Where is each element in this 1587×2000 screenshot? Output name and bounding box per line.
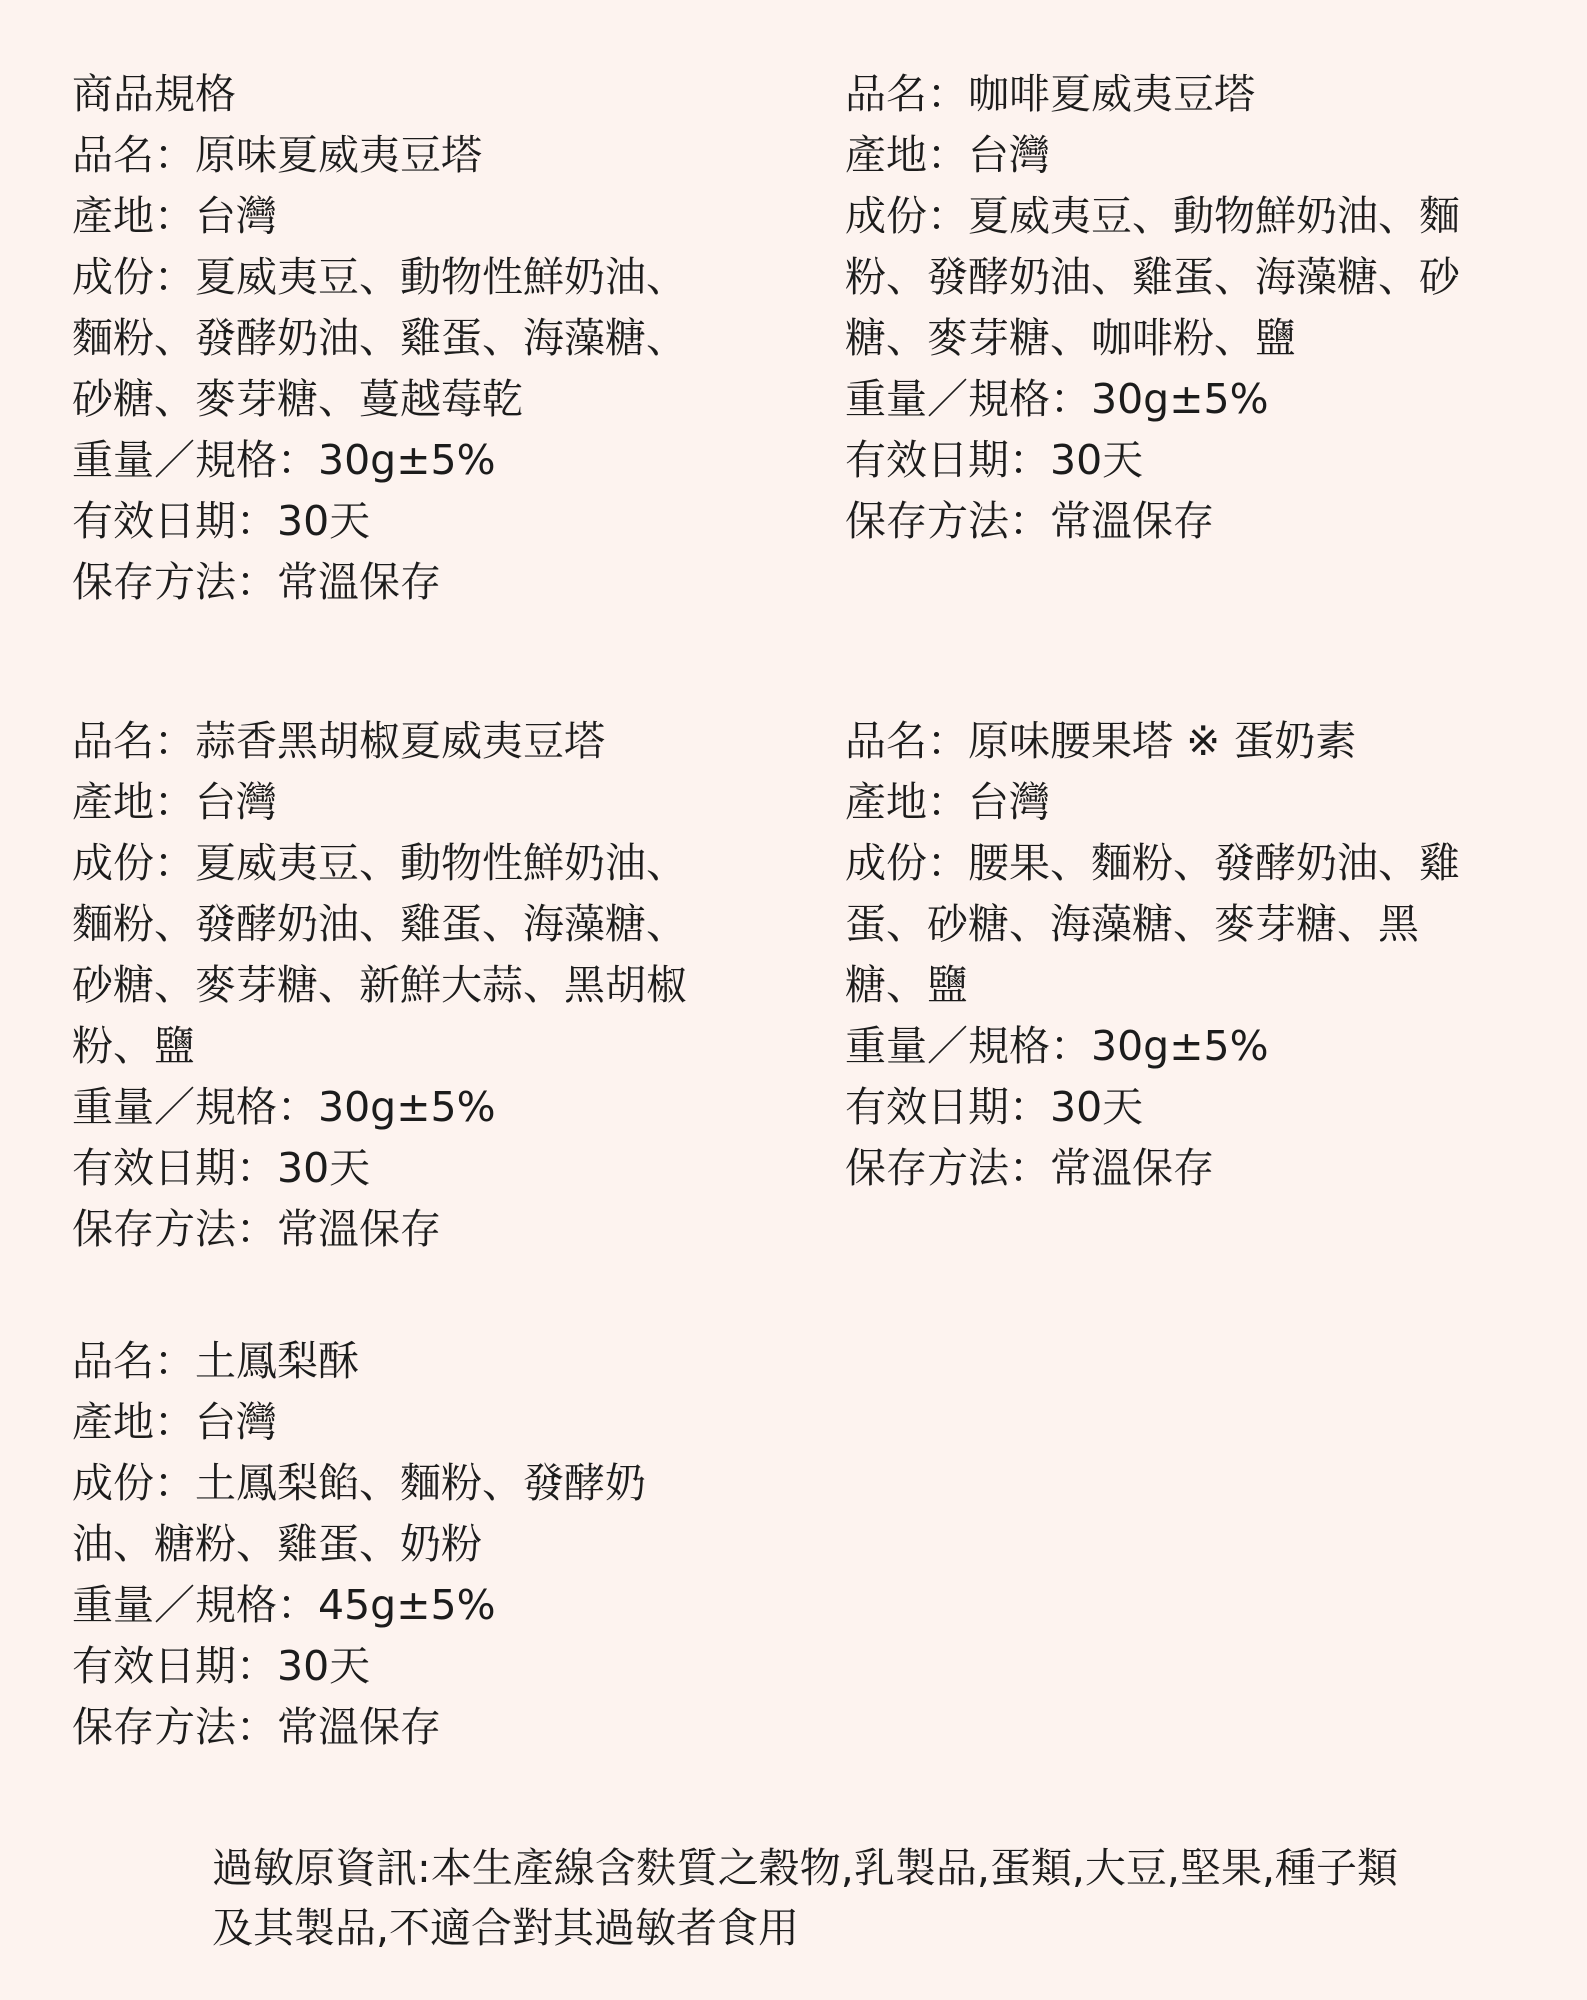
product-name: 品名：咖啡夏威夷豆塔: [845, 70, 1255, 118]
product-shelf-life: 有效日期：30天: [845, 1083, 1144, 1131]
product-name: 品名：原味腰果塔 ※ 蛋奶素: [845, 717, 1357, 765]
allergen-text: 及其製品,不適合對其過敏者食用: [212, 1904, 800, 1952]
product-storage: 保存方法：常溫保存: [72, 558, 441, 606]
product-weight: 重量／規格：30g±5%: [845, 1022, 1269, 1070]
product-name: 品名：土鳳梨酥: [72, 1337, 359, 1385]
product-ingredients: 砂糖、麥芽糖、蔓越莓乾: [72, 375, 523, 423]
product-ingredients: 粉、鹽: [72, 1022, 195, 1070]
product-origin: 產地：台灣: [72, 778, 277, 826]
product-spec-coffee-macadamia-tart: [845, 64, 1535, 552]
product-ingredients: 蛋、砂糖、海藻糖、麥芽糖、黑: [845, 900, 1419, 948]
allergen-text: 過敏原資訊:本生產線含麩質之穀物,乳製品,蛋類,大豆,堅果,種子類: [212, 1844, 1398, 1892]
product-origin: 產地：台灣: [72, 192, 277, 240]
product-spec-cashew-tart: [845, 711, 1535, 1199]
product-storage: 保存方法：常溫保存: [72, 1703, 441, 1751]
product-weight: 重量／規格：30g±5%: [845, 375, 1269, 423]
product-shelf-life: 有效日期：30天: [72, 497, 371, 545]
product-shelf-life: 有效日期：30天: [72, 1642, 371, 1690]
allergen-notice: [212, 1838, 1502, 1958]
section-title: 商品規格: [72, 70, 236, 118]
product-ingredients: 油、糖粉、雞蛋、奶粉: [72, 1520, 482, 1568]
product-origin: 產地：台灣: [845, 131, 1050, 179]
product-storage: 保存方法：常溫保存: [845, 1144, 1214, 1192]
product-ingredients: 糖、鹽: [845, 961, 968, 1009]
product-ingredients: 成份：夏威夷豆、動物性鮮奶油、: [72, 253, 687, 301]
product-ingredients: 成份：腰果、麵粉、發酵奶油、雞: [845, 839, 1460, 887]
product-ingredients: 粉、發酵奶油、雞蛋、海藻糖、砂: [845, 253, 1460, 301]
product-spec-original-macadamia-tart: [72, 64, 752, 613]
product-ingredients: 糖、麥芽糖、咖啡粉、鹽: [845, 314, 1296, 362]
product-weight: 重量／規格：30g±5%: [72, 1083, 496, 1131]
product-storage: 保存方法：常溫保存: [72, 1205, 441, 1253]
product-origin: 產地：台灣: [72, 1398, 277, 1446]
product-ingredients: 麵粉、發酵奶油、雞蛋、海藻糖、: [72, 900, 687, 948]
product-weight: 重量／規格：45g±5%: [72, 1581, 496, 1629]
product-ingredients: 成份：夏威夷豆、動物鮮奶油、麵: [845, 192, 1460, 240]
product-ingredients: 成份：土鳳梨餡、麵粉、發酵奶: [72, 1459, 646, 1507]
product-weight: 重量／規格：30g±5%: [72, 436, 496, 484]
product-storage: 保存方法：常溫保存: [845, 497, 1214, 545]
product-shelf-life: 有效日期：30天: [72, 1144, 371, 1192]
product-name: 品名：蒜香黑胡椒夏威夷豆塔: [72, 717, 605, 765]
product-spec-pineapple-cake: [72, 1331, 752, 1758]
product-ingredients: 麵粉、發酵奶油、雞蛋、海藻糖、: [72, 314, 687, 362]
product-ingredients: 砂糖、麥芽糖、新鮮大蒜、黑胡椒: [72, 961, 687, 1009]
product-spec-garlic-pepper-macadamia-tart: [72, 711, 752, 1260]
product-origin: 產地：台灣: [845, 778, 1050, 826]
product-name: 品名：原味夏威夷豆塔: [72, 131, 482, 179]
product-shelf-life: 有效日期：30天: [845, 436, 1144, 484]
product-ingredients: 成份：夏威夷豆、動物性鮮奶油、: [72, 839, 687, 887]
